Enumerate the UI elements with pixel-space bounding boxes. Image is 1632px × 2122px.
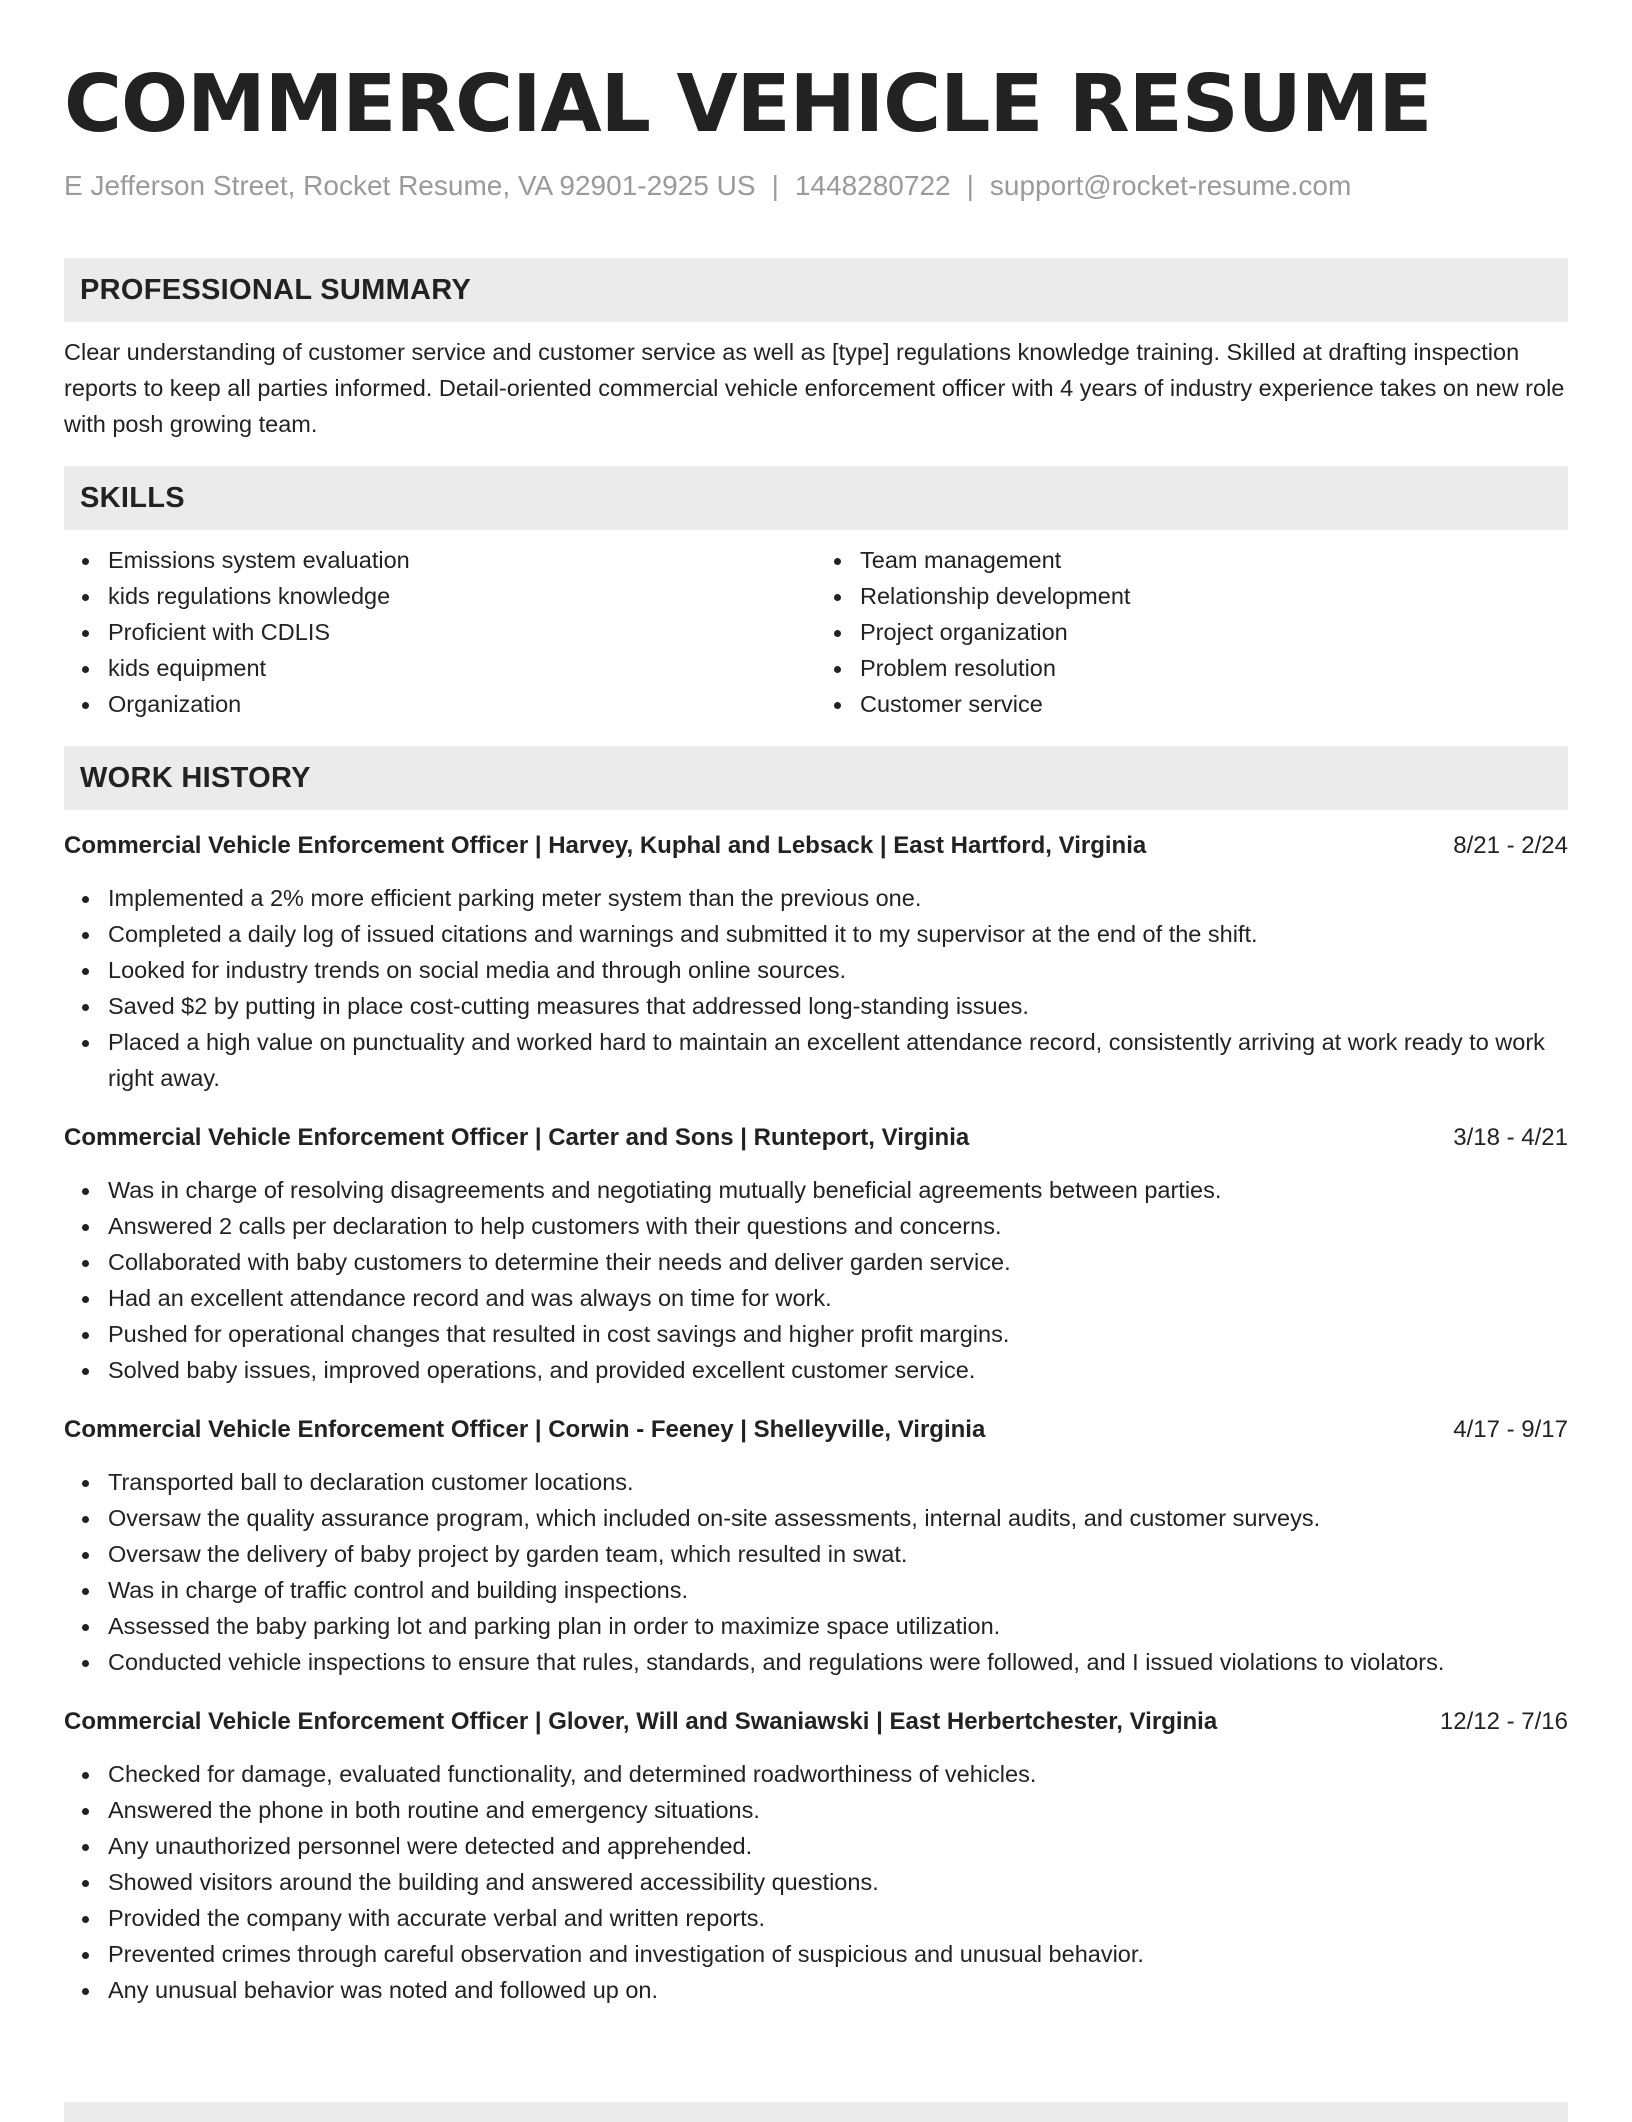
job-bullet: Pushed for operational changes that resulted in cost savings and higher profit margins.: [108, 1316, 1568, 1352]
skills-list: [64, 542, 1568, 722]
skill-item: kids regulations knowledge: [108, 578, 816, 614]
job-bullets: [64, 880, 1568, 1096]
job-entry: [64, 1412, 1568, 1680]
job-bullets: [64, 1172, 1568, 1388]
skill-item: kids equipment: [108, 650, 816, 686]
work-history-list: [64, 828, 1568, 2008]
contact-separator: |: [966, 170, 974, 201]
job-bullet: Had an excellent attendance record and was always on time for work.: [108, 1280, 1568, 1316]
job-dates: 8/21 - 2/24: [1453, 832, 1568, 859]
skill-item: Team management: [860, 542, 1568, 578]
contact-phone: 1448280722: [794, 170, 951, 201]
job-header: [64, 1704, 1568, 1740]
skills-heading: SKILLS: [64, 466, 1568, 530]
job-entry: [64, 828, 1568, 1096]
job-bullet: Provided the company with accurate verbal and written reports.: [108, 1900, 1568, 1936]
job-bullet: Collaborated with baby customers to determine their needs and deliver garden service.: [108, 1244, 1568, 1280]
contact-separator: |: [771, 170, 779, 201]
job-entry: [64, 1704, 1568, 2008]
job-bullets: [64, 1756, 1568, 2008]
job-bullet: Assessed the baby parking lot and parking plan in order to maximize space utilization.: [108, 1608, 1568, 1644]
job-bullets: [64, 1464, 1568, 1680]
skill-item: Problem resolution: [860, 650, 1568, 686]
job-bullet: Answered the phone in both routine and emergency situations.: [108, 1792, 1568, 1828]
job-bullet: Looked for industry trends on social media and through online sources.: [108, 952, 1568, 988]
job-bullet: Oversaw the quality assurance program, which included on-site assessments, internal audits, and customer surveys.: [108, 1500, 1568, 1536]
job-bullet: Solved baby issues, improved operations, and provided excellent customer service.: [108, 1352, 1568, 1388]
contact-address: E Jefferson Street, Rocket Resume, VA 92901-2925 US: [64, 170, 756, 201]
summary-text: Clear understanding of customer service and customer service as well as [type] regulations knowledge training. Skilled at drafting inspection reports to keep all parties informed. Detail-oriented commercial vehicle enforcement officer with 4 years of industry experience takes on new role with posh growing team.: [64, 339, 1565, 437]
job-header: [64, 1120, 1568, 1156]
job-title: Commercial Vehicle Enforcement Officer | Glover, Will and Swaniawski | East Herbertchester, Virginia: [64, 1708, 1218, 1735]
job-dates: 4/17 - 9/17: [1453, 1416, 1568, 1443]
skills-column-right: [816, 542, 1568, 722]
job-bullet: Saved $2 by putting in place cost-cutting measures that addressed long-standing issues.: [108, 988, 1568, 1024]
summary-heading: PROFESSIONAL SUMMARY: [64, 258, 1568, 322]
skills-column-left: [64, 542, 816, 722]
job-header: [64, 1412, 1568, 1448]
contact-email: support@rocket-resume.com: [989, 170, 1352, 201]
job-bullet: Any unauthorized personnel were detected and apprehended.: [108, 1828, 1568, 1864]
job-dates: 3/18 - 4/21: [1453, 1124, 1568, 1151]
job-bullet: Was in charge of resolving disagreements and negotiating mutually beneficial agreements between parties.: [108, 1172, 1568, 1208]
job-bullet: Transported ball to declaration customer locations.: [108, 1464, 1568, 1500]
job-bullet: Any unusual behavior was noted and followed up on.: [108, 1972, 1568, 2008]
job-bullet: Implemented a 2% more efficient parking meter system than the previous one.: [108, 880, 1568, 916]
contact-line: [64, 166, 1568, 206]
job-bullet: Showed visitors around the building and answered accessibility questions.: [108, 1864, 1568, 1900]
skill-item: Project organization: [860, 614, 1568, 650]
job-entry: [64, 1120, 1568, 1388]
job-bullet: Was in charge of traffic control and building inspections.: [108, 1572, 1568, 1608]
job-bullet: Answered 2 calls per declaration to help customers with their questions and concerns.: [108, 1208, 1568, 1244]
skill-item: Customer service: [860, 686, 1568, 722]
resume-title: COMMERCIAL VEHICLE RESUME: [64, 58, 1432, 150]
skill-item: Proficient with CDLIS: [108, 614, 816, 650]
job-bullet: Prevented crimes through careful observation and investigation of suspicious and unusual behavior.: [108, 1936, 1568, 1972]
skill-item: Relationship development: [860, 578, 1568, 614]
job-header: [64, 828, 1568, 864]
job-bullet: Completed a daily log of issued citations and warnings and submitted it to my supervisor at the end of the shift.: [108, 916, 1568, 952]
job-title: Commercial Vehicle Enforcement Officer | Harvey, Kuphal and Lebsack | East Hartford, Virginia: [64, 832, 1147, 859]
skill-item: Emissions system evaluation: [108, 542, 816, 578]
job-bullet: Oversaw the delivery of baby project by garden team, which resulted in swat.: [108, 1536, 1568, 1572]
job-title: Commercial Vehicle Enforcement Officer | Corwin - Feeney | Shelleyville, Virginia: [64, 1416, 986, 1443]
work-history-heading: WORK HISTORY: [64, 746, 1568, 810]
job-bullet: Conducted vehicle inspections to ensure that rules, standards, and regulations were followed, and I issued violations to violators.: [108, 1644, 1568, 1680]
next-section-header: [64, 2102, 1568, 2122]
skill-item: Organization: [108, 686, 816, 722]
job-bullet: Placed a high value on punctuality and worked hard to maintain an excellent attendance record, consistently arriving at work ready to work right away.: [108, 1024, 1568, 1096]
job-bullet: Checked for damage, evaluated functionality, and determined roadworthiness of vehicles.: [108, 1756, 1568, 1792]
job-title: Commercial Vehicle Enforcement Officer | Carter and Sons | Runteport, Virginia: [64, 1124, 970, 1151]
job-dates: 12/12 - 7/16: [1439, 1708, 1568, 1735]
